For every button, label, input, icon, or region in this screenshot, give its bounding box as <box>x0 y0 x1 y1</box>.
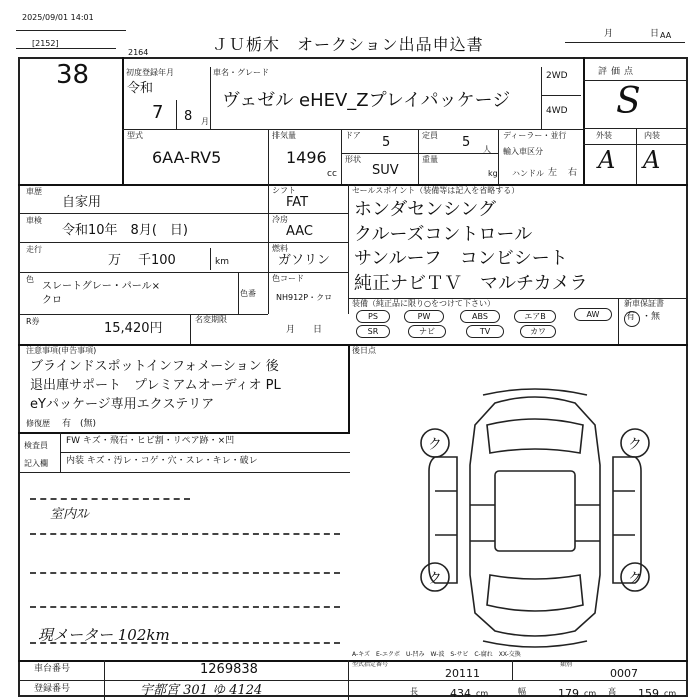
color-line1: スレートグレー・パール× <box>42 281 160 292</box>
meigi-label: 名変期限 <box>195 315 227 324</box>
plate-number: 宇都宮 301 ゆ 4124 <box>140 683 263 698</box>
seats-unit: 人 <box>483 145 491 154</box>
width-unit: cm <box>584 689 597 698</box>
shift-value: FAT <box>286 195 309 210</box>
height-label: 高 <box>608 687 616 696</box>
colorcode-label: 色コード <box>272 274 304 283</box>
doors: 5 <box>382 135 391 150</box>
equip-ps: PS <box>356 310 390 323</box>
vehicle-name: ヴェゼル eHEV_Zプレイパッケージ <box>222 90 511 111</box>
weight-unit: kg <box>488 169 498 178</box>
usage-label: 車歴 <box>26 187 42 196</box>
body-label: 形状 <box>345 155 361 164</box>
warranty-yes: 有 <box>626 312 636 322</box>
model-code: 6AA-RV5 <box>152 148 222 167</box>
meter-note: 現メーター 102km <box>38 626 170 644</box>
handle-label: ハンドル <box>512 169 544 178</box>
mileage-unit: km <box>215 257 229 267</box>
equip-tv: TV <box>466 325 504 338</box>
registration-year: 7 <box>152 102 164 123</box>
diagram-label: 後日点 <box>352 346 376 355</box>
shift-label: シフト <box>272 186 296 195</box>
equip-aw: AW <box>574 308 612 321</box>
vehicle-name-label: 車名・グレード <box>213 68 269 77</box>
sub-code: 2164 <box>128 48 149 57</box>
chassis-label: 車台番号 <box>34 664 71 674</box>
length-label: 長 <box>410 687 418 696</box>
equip-pw: PW <box>404 310 444 323</box>
dealer-label: ディーラー・並行 <box>503 131 567 140</box>
seats: 5 <box>462 135 471 150</box>
equip-sr: SR <box>356 325 390 338</box>
doors-label: ドア <box>345 131 361 140</box>
color-code: NH912P・クロ <box>276 293 333 302</box>
attention-line-3: eYパッケージ専用エクステリア <box>30 397 215 412</box>
plate-label: 登録番号 <box>34 684 71 694</box>
warranty-no: ・無 <box>642 312 661 322</box>
width-value: 179 <box>558 687 579 700</box>
interior-label: 内装 <box>644 131 660 140</box>
registration-label: 初度登録年月 <box>126 68 174 77</box>
handle-left: 左 <box>548 168 558 178</box>
registration-month: 8 <box>184 109 193 124</box>
inspection-value: 令和10年 8月( 日) <box>62 223 188 238</box>
attention-line-2: 退出庫サポート プレミアムオーディオ PL <box>30 378 281 393</box>
recycle-value: 15,420円 <box>104 321 163 336</box>
length-value: 434 <box>450 687 471 700</box>
type-no-label: 型式指定番号 <box>352 661 389 668</box>
drive-2wd: 2WD <box>546 71 568 81</box>
displacement: 1496 <box>286 148 327 167</box>
model-label: 型式 <box>127 131 143 140</box>
selling-point-4: 純正ナビＴＶ マルチカメラ <box>354 273 588 294</box>
date-month: 月 <box>604 29 614 39</box>
length-unit: cm <box>476 689 489 698</box>
selling-point-1: ホンダセンシング <box>354 199 497 220</box>
fuel-label: 燃料 <box>272 244 288 253</box>
width-label: 幅 <box>518 687 526 696</box>
repair-value: 有 (無) <box>62 419 97 429</box>
timestamp: 2025/09/01 14:01 <box>22 13 94 22</box>
usage-value: 自家用 <box>62 195 102 210</box>
body-type: SUV <box>372 163 399 178</box>
evaluation-score: S <box>616 81 641 122</box>
class-no: 0007 <box>610 667 638 680</box>
damage-mark-rear-left: ク <box>428 571 442 587</box>
damage-legend: A-キズ E-エクボ U-凹み W-波 S-サビ C-腐れ XX-交換 <box>352 651 521 658</box>
exterior-label: 外装 <box>596 131 612 140</box>
attention-label: 注意事項(申告事項) <box>26 346 97 355</box>
lot-number: 38 <box>56 60 90 90</box>
equipment-label: 装備（純正品に限り○をつけて下さい） <box>352 299 495 308</box>
color-line2: クロ <box>42 295 62 306</box>
car-damage-diagram <box>395 385 675 650</box>
equip-navi: ナビ <box>408 325 446 338</box>
drive-4wd: 4WD <box>546 106 568 116</box>
page-title: ＪＵ栃木 オークション出品申込書 <box>212 35 484 54</box>
repair-label: 修復歴 <box>26 419 50 428</box>
interior-grade: A <box>643 146 661 174</box>
registration-month-unit: 月 <box>201 117 209 126</box>
damage-mark-rear-right: ク <box>628 571 642 587</box>
registration-era: 令和 <box>127 81 154 96</box>
color-code-label: 色番 <box>240 289 256 298</box>
damage-mark-front-left: ク <box>428 437 442 453</box>
equip-leather: カワ <box>520 325 556 338</box>
inspector-label-1: 検査員 <box>24 441 48 450</box>
date-day: 日 <box>650 29 660 39</box>
import-type-label: 輸入車区分 <box>503 147 543 156</box>
date-suffix: AA <box>660 31 672 40</box>
mileage-label: 走行 <box>26 245 42 254</box>
height-unit: cm <box>664 689 677 698</box>
exterior-grade: A <box>598 146 616 174</box>
ac-label: 冷房 <box>272 215 288 224</box>
equip-airbag: エアB <box>514 310 556 323</box>
inspector-line-2: 内装 キズ・汚レ・コゲ・穴・スレ・キレ・破レ <box>66 456 258 466</box>
inspector-note: 室内ｽﾚ <box>50 507 90 522</box>
weight-label: 重量 <box>422 155 438 164</box>
new-car-warranty-label: 新車保証書 <box>624 299 664 308</box>
class-no-label: 類別 <box>560 661 573 668</box>
inspector-line-1: FW キズ・飛石・ヒビ割・リペア跡・×凹 <box>66 436 235 446</box>
mileage-man: 万 <box>108 253 122 268</box>
chassis-number: 1269838 <box>200 662 258 677</box>
selling-points-label: セールスポイント（装備等は記入を省略する） <box>352 186 520 195</box>
damage-mark-front-right: ク <box>628 437 642 453</box>
equip-abs: ABS <box>460 310 500 323</box>
displacement-label: 排気量 <box>272 131 296 140</box>
meigi-value: 月 日 <box>286 325 323 335</box>
evaluation-label: 評価点 <box>598 67 638 77</box>
height-value: 159 <box>638 687 659 700</box>
inspection-label: 車検 <box>26 216 42 225</box>
selling-point-2: クルーズコントロール <box>354 224 533 245</box>
selling-point-3: サンルーフ コンビシート <box>354 248 568 269</box>
seats-label: 定員 <box>422 131 438 140</box>
color-label: 色 <box>26 275 34 284</box>
inspector-label-2: 記入欄 <box>24 459 48 468</box>
fuel-value: ガソリン <box>278 253 331 268</box>
handle-right: 右 <box>568 168 578 178</box>
doc-code: [2152] <box>32 39 59 48</box>
mileage-sen: 千100 <box>138 253 176 268</box>
displacement-unit: cc <box>327 169 337 179</box>
ac-value: AAC <box>286 224 313 239</box>
attention-line-1: ブラインドスポットインフォメーション 後 <box>30 359 279 374</box>
type-no: 20111 <box>445 667 480 680</box>
recycle-label: R券 <box>26 317 40 326</box>
